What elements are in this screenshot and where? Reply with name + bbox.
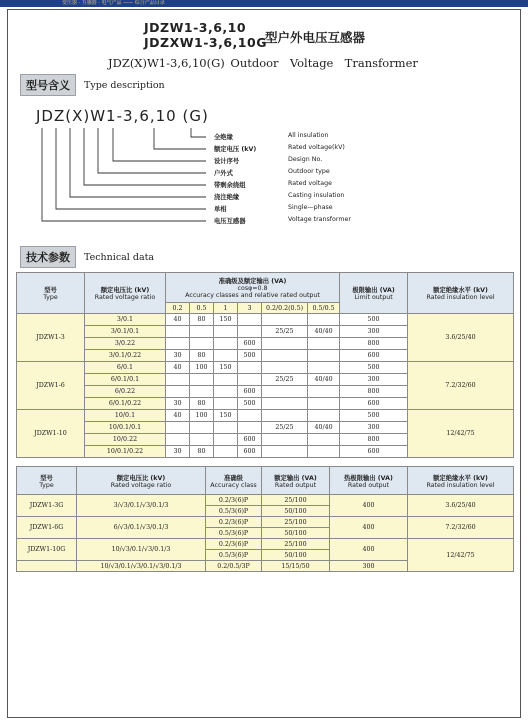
type-desc-badge: 型号含义 [20, 74, 76, 96]
leader-4 [98, 128, 206, 173]
table2-head-insulation-en: Rated insulation level [426, 481, 495, 489]
table1-output-cell [238, 362, 262, 374]
type-desc-en: Type description [84, 79, 165, 91]
table1-output-cell [238, 374, 262, 386]
legend-en: Rated voltage [288, 180, 332, 187]
leader-6 [70, 128, 206, 197]
table1-output-cell [262, 398, 308, 410]
table1-class-cell: 0.5/0.5 [308, 303, 340, 314]
table2-type-cell: JDZW1-10G [17, 539, 77, 561]
table2-head-accuracy-cn: 准确级 [224, 474, 243, 482]
table1-output-cell: 80 [190, 314, 214, 326]
legend-en: Outdoor type [288, 168, 330, 175]
table2-output-cell: 50/100 [262, 528, 330, 539]
table1-head-insulation [408, 273, 514, 314]
table1-output-cell: 80 [190, 350, 214, 362]
table1-output-cell: 40 [166, 410, 190, 422]
table1-limit-cell: 300 [340, 326, 408, 338]
table1-ratio-cell: 3/0.1 [85, 314, 166, 326]
table1-type-cell: JDZW1-10 [17, 410, 85, 458]
table1-class-cell: 0.5 [190, 303, 214, 314]
table1-output-cell [262, 350, 308, 362]
table1-limit-cell: 800 [340, 434, 408, 446]
table1-row [17, 314, 514, 326]
table1-output-cell [262, 314, 308, 326]
table1-row [17, 362, 514, 374]
table1-row [17, 410, 514, 422]
table2-head-ratio-en: Rated voltage ratio [110, 481, 172, 489]
technical-table-1 [16, 272, 514, 458]
table2-insulation-cell: 12/42/75 [408, 539, 514, 572]
table1-output-cell: 80 [190, 446, 214, 458]
table1-insulation-cell: 3.6/25/40 [408, 314, 514, 362]
table1-limit-cell: 300 [340, 422, 408, 434]
table2-thermal-cell: 400 [330, 517, 408, 539]
table2-type-cell [17, 561, 77, 572]
table2-ratio-cell: 6/√3/0.1/√3/0.1/3 [77, 517, 206, 539]
en-title: JDZ(X)W1-3,6,10(G) Outdoor Voltage Transformer [108, 56, 418, 70]
table1-output-cell [308, 386, 340, 398]
table1-limit-cell: 500 [340, 314, 408, 326]
table1-ratio-cell: 10/0.1 [85, 410, 166, 422]
table1-output-cell: 40 [166, 362, 190, 374]
table1-ratio-cell: 3/0.1/0.1 [85, 326, 166, 338]
table2-output-cell: 25/100 [262, 517, 330, 528]
table1-output-cell: 500 [238, 398, 262, 410]
banner-text: 变压器 · 互感器 · 电气产品 —— 综合产品目录 [62, 0, 165, 6]
table2-head-type-en: Type [39, 481, 54, 489]
cn-title: 型户外电压互感器 [265, 30, 366, 45]
legend-en: Design No. [288, 156, 323, 163]
table2-thermal-cell: 400 [330, 539, 408, 561]
tech-badge: 技术参数 [20, 246, 76, 268]
table1-output-cell [190, 326, 214, 338]
table1-head-accuracy-cn: 准确级及额定输出 (VA) [218, 278, 287, 285]
leader-2 [154, 128, 206, 149]
legend-cn: 带剩余绕组 [214, 182, 246, 189]
table1-output-cell: 80 [190, 398, 214, 410]
table1-output-cell [262, 386, 308, 398]
table1-output-cell [214, 338, 238, 350]
table2-row [17, 517, 514, 528]
table1-header-row [17, 273, 514, 303]
table1-output-cell [166, 338, 190, 350]
table1-ratio-cell: 3/0.1/0.22 [85, 350, 166, 362]
table1-head-type-en: Type [43, 294, 58, 301]
legend-en: Voltage transformer [288, 216, 351, 223]
table1-head-insulation-cn: 额定绝缘水平 (kV) [433, 287, 488, 294]
table1-head-ratio [85, 273, 166, 314]
legend-cn: 电压互感器 [214, 218, 246, 225]
table2-ratio-cell: 3/√3/0.1/√3/0.1/3 [77, 495, 206, 517]
table1-output-cell [262, 338, 308, 350]
table1-output-cell [308, 314, 340, 326]
table2-accuracy-cell: 0.5/3(6)P [206, 528, 262, 539]
type-code-leader-lines [8, 10, 522, 250]
table1-ratio-cell: 3/0.22 [85, 338, 166, 350]
table1-head-limit [340, 273, 408, 314]
table1-head-ratio-cn: 额定电压比 (kV) [100, 287, 150, 294]
table1-output-cell: 150 [214, 314, 238, 326]
legend-cn: 额定电压 (kV) [214, 146, 257, 153]
leader-8 [42, 128, 206, 221]
model-line-1: JDZW1-3,6,10 [144, 20, 247, 35]
table1-limit-cell: 500 [340, 410, 408, 422]
legend-cn: 全绝缘 [214, 134, 233, 141]
legend-cn: 浇注绝缘 [214, 194, 240, 201]
table2-insulation-cell: 3.6/25/40 [408, 495, 514, 517]
table2-accuracy-cell: 0.5/3(6)P [206, 506, 262, 517]
table1-head-type-cn: 型号 [44, 287, 57, 294]
leader-1 [191, 128, 206, 137]
table1-limit-cell: 300 [340, 374, 408, 386]
table1-output-cell: 600 [238, 338, 262, 350]
table1-output-cell [166, 386, 190, 398]
legend-en: All insulation [288, 132, 329, 139]
table1-output-cell [190, 386, 214, 398]
table1-head-insulation-en: Rated insulation level [426, 294, 495, 301]
table2-thermal-cell: 400 [330, 495, 408, 517]
table2-head-ratio [77, 467, 206, 495]
table1-output-cell: 500 [238, 350, 262, 362]
table2-row [17, 539, 514, 550]
table1-output-cell: 25/25 [262, 422, 308, 434]
table1-head-accuracy-en: Accuracy classes and relative rated output [185, 292, 320, 299]
table1-head-accuracy [166, 273, 340, 303]
table2-head-thermal-cn: 热极限输出 (VA) [344, 474, 393, 482]
legend-cn: 单相 [214, 206, 227, 213]
legend-en: Casting insulation [288, 192, 345, 199]
table1-limit-cell: 800 [340, 386, 408, 398]
table2-output-cell: 50/100 [262, 506, 330, 517]
datasheet-page [7, 9, 521, 718]
table2-accuracy-cell: 0.2/3(6)P [206, 517, 262, 528]
table1-output-cell [308, 338, 340, 350]
table1-output-cell: 600 [238, 386, 262, 398]
table1-ratio-cell: 10/0.1/0.1 [85, 422, 166, 434]
table1-output-cell [214, 398, 238, 410]
table1-class-cell: 1 [214, 303, 238, 314]
table1-output-cell [238, 410, 262, 422]
legend-cn: 户外式 [214, 170, 233, 177]
table2-header-row [17, 467, 514, 495]
table1-output-cell [214, 422, 238, 434]
table1-limit-cell: 600 [340, 398, 408, 410]
table1-output-cell [166, 374, 190, 386]
table1-insulation-cell: 7.2/32/60 [408, 362, 514, 410]
table1-head-type [17, 273, 85, 314]
table1-limit-cell: 600 [340, 446, 408, 458]
table2-head-insulation [408, 467, 514, 495]
table1-output-cell [308, 362, 340, 374]
table2-accuracy-cell: 0.2/3(6)P [206, 539, 262, 550]
table1-output-cell: 150 [214, 362, 238, 374]
leader-3 [113, 128, 206, 161]
table1-output-cell [238, 326, 262, 338]
table1-type-cell: JDZW1-6 [17, 362, 85, 410]
table2-head-accuracy [206, 467, 262, 495]
tech-header [20, 246, 154, 268]
table1-output-cell: 30 [166, 446, 190, 458]
table1-output-cell [190, 338, 214, 350]
table1-output-cell [238, 422, 262, 434]
table1-output-cell: 30 [166, 350, 190, 362]
table1-output-cell: 100 [190, 362, 214, 374]
table2-output-cell: 50/100 [262, 550, 330, 561]
table1-output-cell [238, 314, 262, 326]
table1-output-cell [262, 446, 308, 458]
table1-head-limit-cn: 极限输出 (VA) [352, 287, 395, 294]
table1-output-cell [214, 446, 238, 458]
table2-type-cell: JDZW1-6G [17, 517, 77, 539]
table1-output-cell [214, 326, 238, 338]
table1-ratio-cell: 6/0.22 [85, 386, 166, 398]
table1-output-cell [308, 350, 340, 362]
legend-cn: 设计序号 [214, 158, 240, 165]
table2-type-cell: JDZW1-3G [17, 495, 77, 517]
legend-en: Rated voltage(kV) [288, 144, 345, 151]
table2-head-thermal-en: Rated output [347, 481, 390, 489]
table1-output-cell: 40/40 [308, 422, 340, 434]
table1-output-cell [308, 446, 340, 458]
table1-output-cell [190, 422, 214, 434]
table2-ratio-cell: 10/√3/0.1/√3/0.1/3 [77, 539, 206, 561]
table1-limit-cell: 600 [340, 350, 408, 362]
table2-accuracy-cell: 0.5/3(6)P [206, 550, 262, 561]
table1-output-cell: 25/25 [262, 374, 308, 386]
table1-class-cell: 0.2/0.2(0.5) [262, 303, 308, 314]
table2-head-output-cn: 额定输出 (VA) [274, 474, 317, 482]
table2-head-type [17, 467, 77, 495]
legend-en: Single—phase [288, 204, 333, 211]
table1-output-cell [214, 434, 238, 446]
table2-head-thermal [330, 467, 408, 495]
table1-output-cell: 30 [166, 398, 190, 410]
table1-insulation-cell: 12/42/75 [408, 410, 514, 458]
table1-output-cell [308, 398, 340, 410]
table1-class-cell: 3 [238, 303, 262, 314]
table1-output-cell: 40/40 [308, 374, 340, 386]
technical-table-2 [16, 466, 514, 572]
table1-output-cell: 100 [190, 410, 214, 422]
table1-output-cell [214, 374, 238, 386]
table1-output-cell [166, 326, 190, 338]
table2-accuracy-cell: 0.2/3(6)P [206, 495, 262, 506]
table2-head-output-en: Rated output [274, 481, 317, 489]
table1-output-cell [262, 410, 308, 422]
table1-output-cell [262, 434, 308, 446]
table2-output-cell: 25/100 [262, 539, 330, 550]
table1-output-cell [166, 434, 190, 446]
table2-output-cell: 25/100 [262, 495, 330, 506]
table2-ratio-cell: 10/√3/0.1/√3/0.1/√3/0.1/3 [77, 561, 206, 572]
table1-ratio-cell: 10/0.22 [85, 434, 166, 446]
table1-output-cell: 150 [214, 410, 238, 422]
table2-output-cell: 15/15/50 [262, 561, 330, 572]
table2-head-accuracy-en: Accuracy class [210, 481, 257, 489]
table1-type-cell: JDZW1-3 [17, 314, 85, 362]
table2-head-type-cn: 型号 [40, 474, 53, 482]
table2-insulation-cell: 7.2/32/60 [408, 517, 514, 539]
table2-head-output [262, 467, 330, 495]
model-line-2: JDZXW1-3,6,10G [144, 35, 267, 50]
table1-output-cell: 25/25 [262, 326, 308, 338]
table1-output-cell [214, 386, 238, 398]
table1-output-cell [190, 434, 214, 446]
table2-thermal-cell: 300 [330, 561, 408, 572]
leader-5 [84, 128, 206, 185]
table2-head-ratio-cn: 额定电压比 (kV) [116, 474, 166, 482]
table1-output-cell: 40 [166, 314, 190, 326]
table2-row [17, 495, 514, 506]
table1-ratio-cell: 6/0.1 [85, 362, 166, 374]
table1-class-cell: 0.2 [166, 303, 190, 314]
table1-head-ratio-en: Rated voltage ratio [94, 294, 156, 301]
table1-output-cell: 600 [238, 446, 262, 458]
table2-head-insulation-cn: 额定绝缘水平 (kV) [433, 474, 488, 482]
table1-head-accuracy-cos: cosφ=0.8 [237, 285, 268, 292]
table1-output-cell: 600 [238, 434, 262, 446]
table1-ratio-cell: 6/0.1/0.22 [85, 398, 166, 410]
table1-output-cell [308, 434, 340, 446]
table1-output-cell [166, 422, 190, 434]
table1-output-cell [214, 350, 238, 362]
table1-ratio-cell: 6/0.1/0.1 [85, 374, 166, 386]
table1-output-cell [308, 410, 340, 422]
table1-output-cell: 40/40 [308, 326, 340, 338]
type-code: JDZ(X)W1-3,6,10 (G) [36, 107, 209, 125]
table2-accuracy-cell: 0.2/0.5/3P [206, 561, 262, 572]
tech-en: Technical data [84, 251, 155, 263]
table1-head-limit-en: Limit output [354, 294, 393, 301]
table1-limit-cell: 500 [340, 362, 408, 374]
table1-ratio-cell: 10/0.1/0.22 [85, 446, 166, 458]
table1-output-cell [262, 362, 308, 374]
table1-limit-cell: 800 [340, 338, 408, 350]
table1-output-cell [190, 374, 214, 386]
